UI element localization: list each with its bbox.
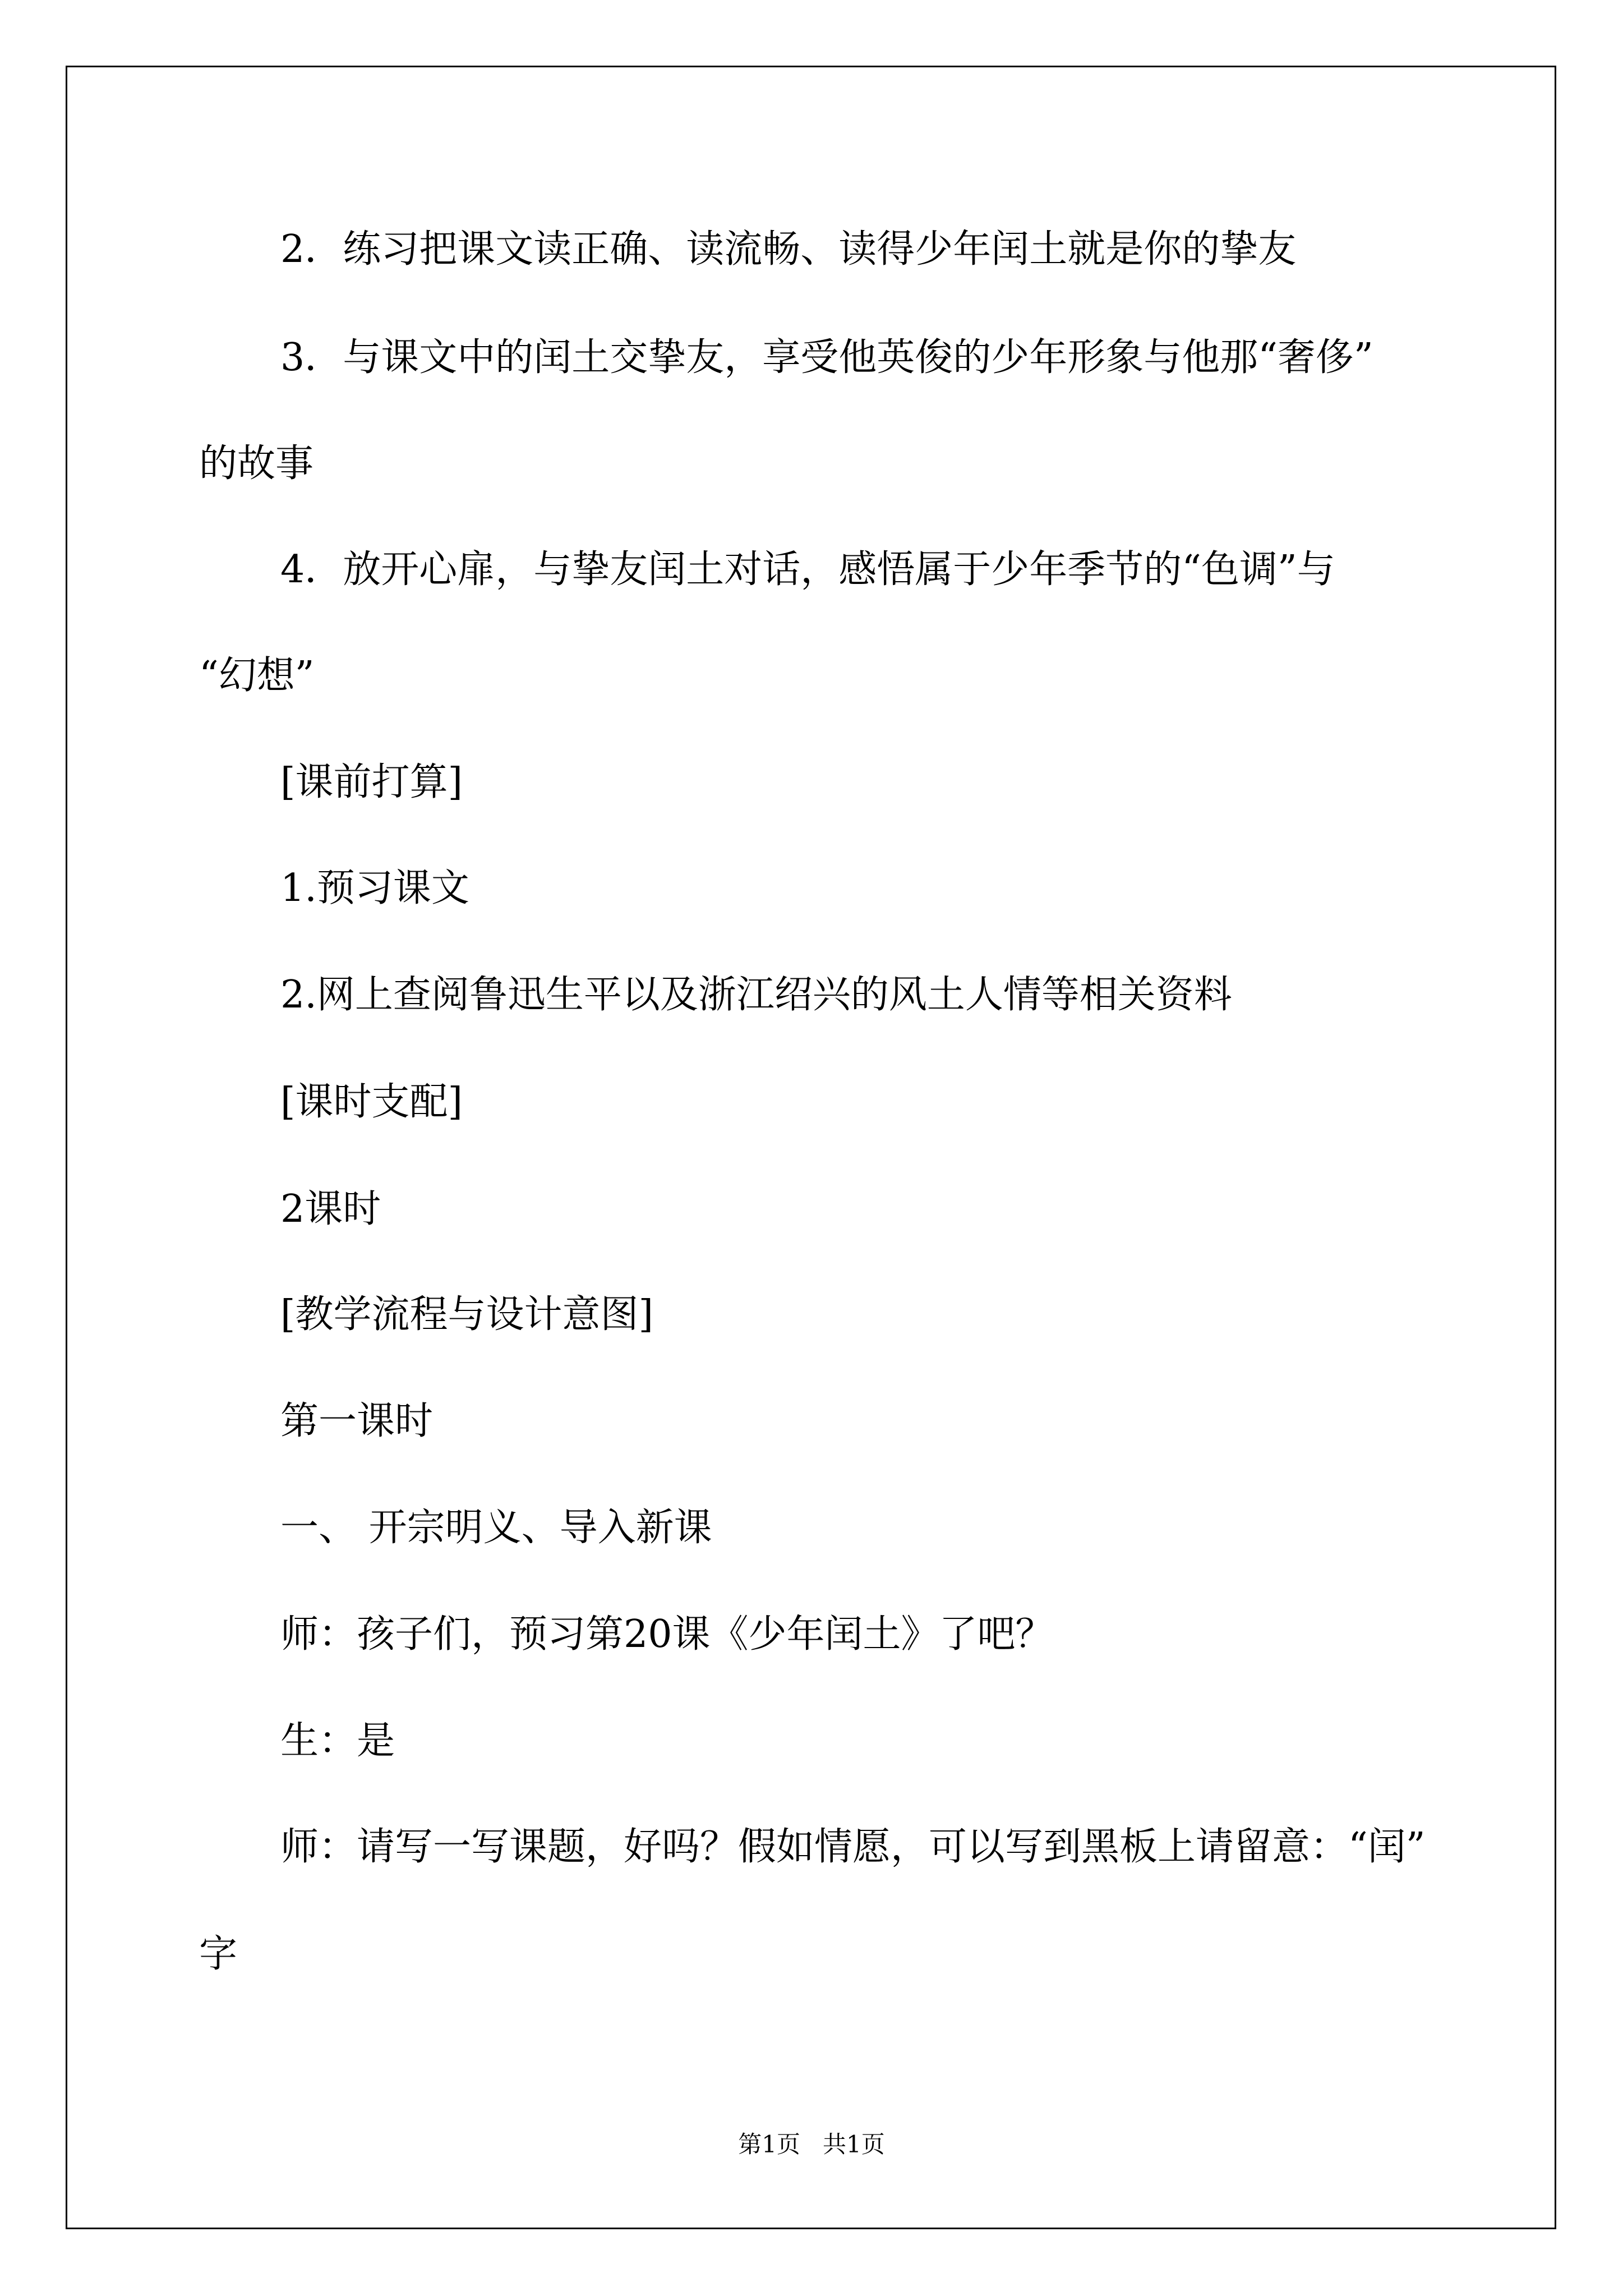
text-line: 字	[199, 1932, 238, 1976]
text-line: 3．与课文中的闰土交挚友，享受他英俊的少年形象与他那“奢侈”	[280, 335, 1373, 380]
text-line: 师：孩子们，预习第20课《少年闰土》了吧？	[280, 1612, 1054, 1657]
section-heading: [教学流程与设计意图]	[280, 1292, 654, 1337]
text-line: 的故事	[199, 441, 314, 486]
text-line: 生：是	[280, 1719, 395, 1763]
section-heading: [课时支配]	[280, 1080, 463, 1124]
text-line: 师：请写一写课题，好吗？假如情愿，可以写到黑板上请留意：“闰”	[280, 1825, 1426, 1869]
text-line: 1.预习课文	[280, 866, 469, 910]
page-number: 第1页 共1页	[738, 2131, 885, 2158]
text-line: 4．放开心扉，与挚友闰土对话，感悟属于少年季节的“色调”与	[280, 547, 1335, 592]
text-line: 2．练习把课文读正确、读流畅、读得少年闰土就是你的挚友	[280, 227, 1297, 272]
text-line: 第一课时	[280, 1399, 434, 1443]
section-heading: [课前打算]	[280, 760, 463, 804]
text-line: “幻想”	[199, 654, 315, 698]
text-line: 2课时	[280, 1187, 381, 1231]
text-line: 一、 开宗明义、导入新课	[280, 1506, 712, 1550]
text-line: 2.网上查阅鲁迅生平以及浙江绍兴的风土人情等相关资料	[280, 973, 1232, 1017]
